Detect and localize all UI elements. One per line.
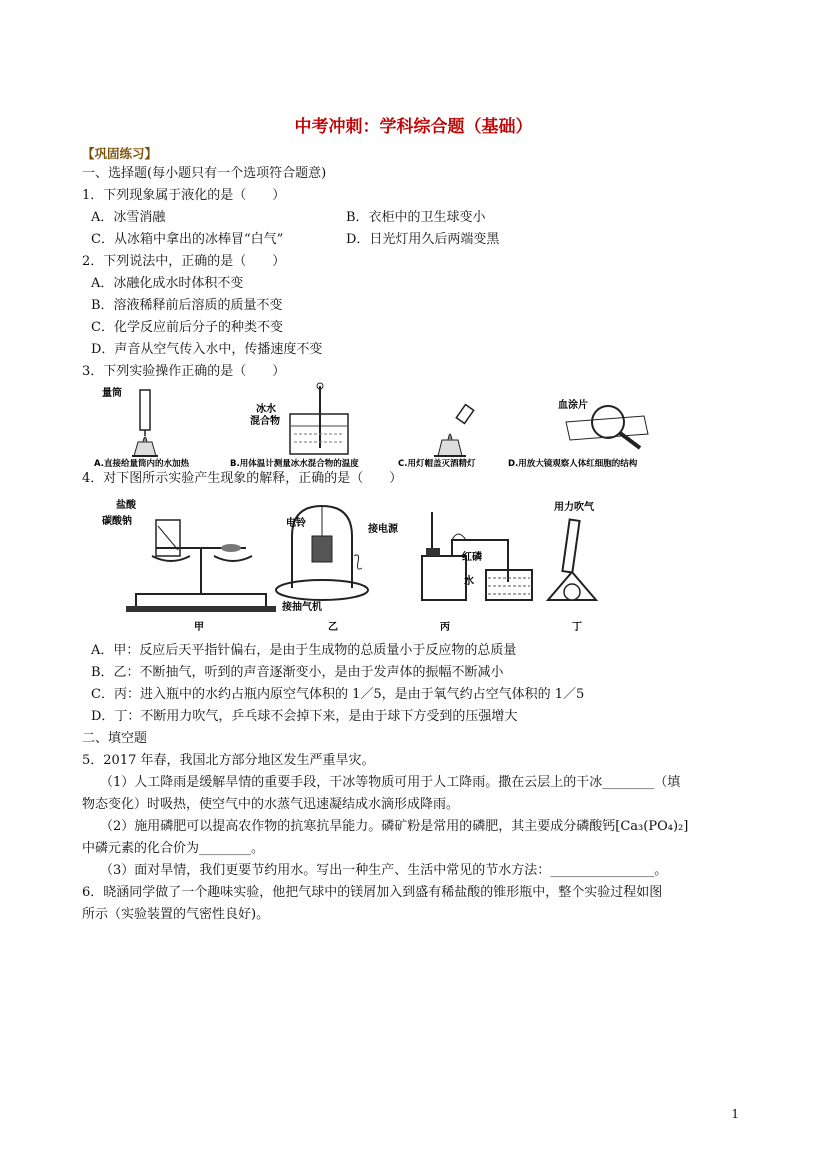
paragraph-line: 物态变化）时吸热，使空气中的水蒸气迅速凝结成水滴形成降雨。	[82, 797, 460, 812]
svg-text:红磷: 红磷	[462, 552, 482, 563]
graduated-cylinder-icon	[132, 390, 158, 456]
svg-text:电铃: 电铃	[286, 518, 306, 529]
q4-figure	[96, 496, 656, 636]
svg-text:碳酸钠: 碳酸钠	[102, 516, 132, 527]
question-stem: 5．2017 年春，我国北方部分地区发生严重旱灾。	[82, 753, 375, 768]
beaker-icon	[290, 383, 348, 454]
question-stem: 3．下列实验操作正确的是（ ）	[82, 364, 286, 379]
option: B．乙：不断抽气，听到的声音逐渐变小，是由于发声体的振幅不断减小	[91, 665, 504, 680]
paragraph-line: 中磷元素的化合价为________。	[82, 841, 265, 856]
svg-text:丙: 丙	[440, 622, 450, 633]
section-tag: 【巩固练习】	[82, 146, 158, 161]
paragraph-line: （3）面对旱情，我们更要节约用水。写出一种生产、生活中常见的节水方法：________________。	[100, 863, 668, 878]
svg-text:水: 水	[464, 576, 474, 587]
balance-icon	[126, 520, 276, 612]
option: C．化学反应前后分子的种类不变	[91, 320, 283, 335]
svg-text:盐酸: 盐酸	[116, 500, 136, 511]
question-stem: 2．下列说法中，正确的是（ ）	[82, 254, 286, 269]
svg-text:D.用放大镜观察人体红细胞的结构: D.用放大镜观察人体红细胞的结构	[508, 459, 638, 469]
svg-text:丁: 丁	[572, 622, 582, 633]
svg-text:甲: 甲	[194, 622, 204, 633]
option: B．溶液稀释前后溶质的质量不变	[91, 298, 283, 313]
option: A．冰雪消融	[91, 210, 166, 225]
question-stem: 1．下列现象属于液化的是（ ）	[82, 188, 286, 203]
svg-text:B.用体温计测量冰水混合物的温度: B.用体温计测量冰水混合物的温度	[230, 459, 359, 469]
svg-text:冰水: 冰水	[256, 404, 276, 415]
svg-text:A.直接给量筒内的水加热: A.直接给量筒内的水加热	[94, 459, 189, 469]
svg-text:混合物: 混合物	[250, 416, 280, 427]
option: D．日光灯用久后两端变黑	[346, 232, 500, 247]
paragraph-line: （2）施用磷肥可以提高农作物的抗寒抗旱能力。磷矿粉是常用的磷肥，其主要成分磷酸钙[Ca₃(PO₄)₂]	[100, 819, 689, 834]
alcohol-lamp-icon	[434, 405, 474, 456]
option: C．从冰箱中拿出的冰棒冒“白气”	[91, 232, 284, 247]
svg-text:C.用灯帽盖灭酒精灯: C.用灯帽盖灭酒精灯	[398, 459, 476, 469]
svg-text:用力吹气: 用力吹气	[554, 502, 594, 513]
part-heading: 一、选择题(每小题只有一个选项符合题意)	[82, 166, 327, 181]
question-stem: 4．对下图所示实验产生现象的解释，正确的是（ ）	[82, 471, 403, 486]
magnifier-icon	[566, 406, 648, 448]
paragraph-line: （1）人工降雨是缓解旱情的重要手段，干冰等物质可用于人工降雨。撒在云层上的干冰________（填	[100, 775, 681, 790]
svg-text:接电源: 接电源	[368, 524, 398, 535]
option: A．甲：反应后天平指针偏右，是由于生成物的总质量小于反应物的总质量	[91, 643, 517, 658]
part-heading: 二、填空题	[82, 731, 148, 746]
option: D．声音从空气传入水中，传播速度不变	[91, 342, 323, 357]
option: C．丙：进入瓶中的水约占瓶内原空气体积的 1／5，是由于氧气约占空气体积的 1／5	[91, 687, 585, 702]
page-number: 1	[731, 1107, 739, 1121]
paragraph-line: 6．晓涵同学做了一个趣味实验，他把气球中的镁屑加入到盛有稀盐酸的锥形瓶中，整个实验过程如图	[82, 885, 663, 900]
paragraph-line: 所示（实验装置的气密性良好)。	[82, 907, 270, 922]
option: A．冰融化成水时体积不变	[91, 276, 244, 291]
svg-text:血涂片: 血涂片	[558, 400, 588, 411]
option: B．衣柜中的卫生球变小	[346, 210, 486, 225]
q3-figure	[88, 382, 688, 472]
option: D．丁：不断用力吹气，乒乓球不会掉下来，是由于球下方受到的压强增大	[91, 709, 518, 724]
svg-text:接抽气机: 接抽气机	[282, 602, 322, 613]
page-title: 中考冲刺：学科综合题（基础）	[294, 117, 533, 137]
svg-text:乙: 乙	[328, 622, 338, 633]
svg-text:量筒: 量筒	[102, 388, 122, 399]
funnel-icon	[548, 520, 596, 600]
